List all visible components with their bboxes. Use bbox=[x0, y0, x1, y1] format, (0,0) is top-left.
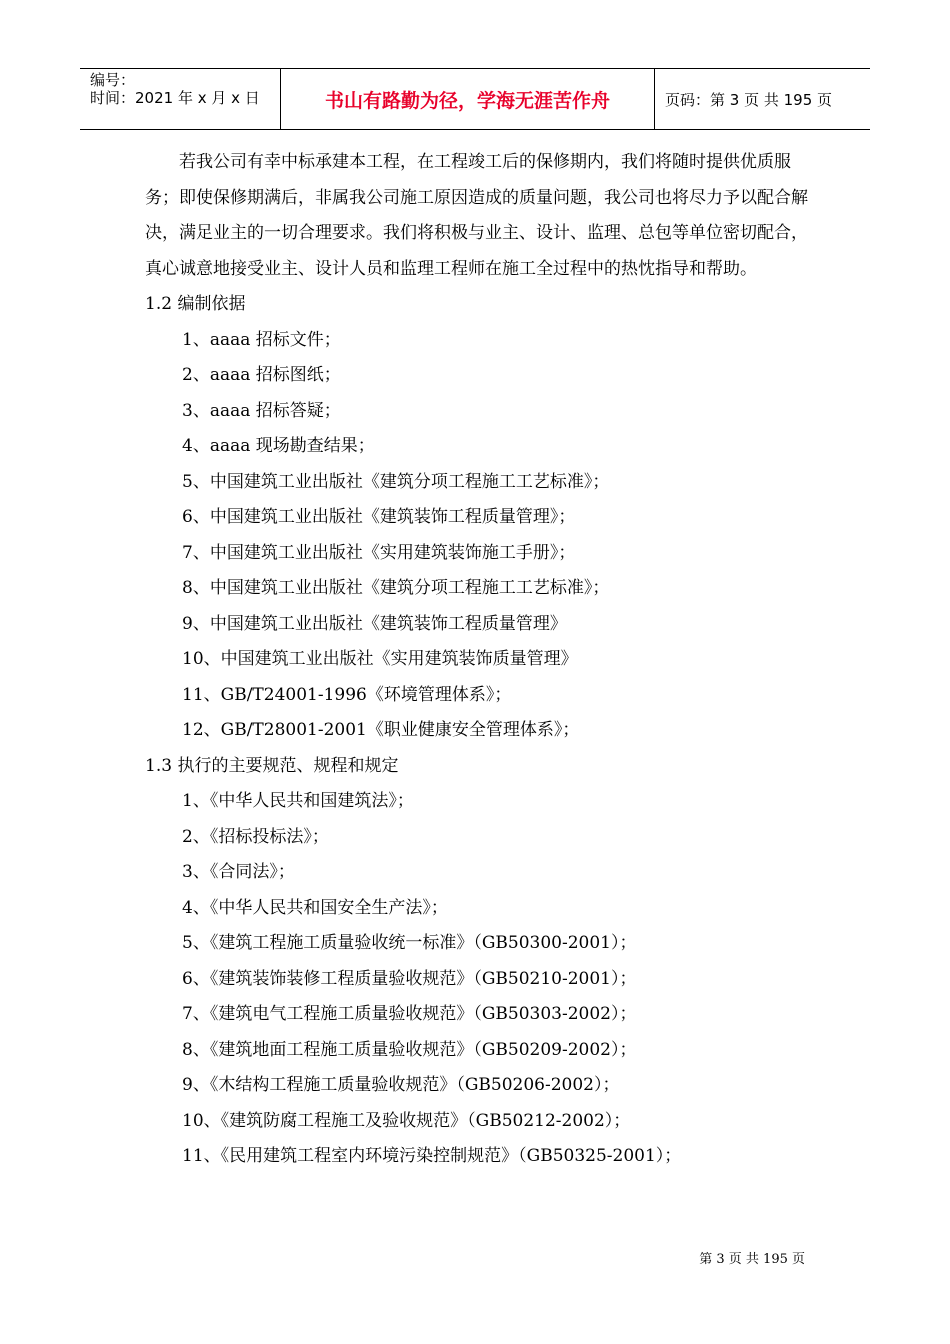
list-item: 5、《建筑工程施工质量验收统一标准》（GB50300-2001）； bbox=[182, 933, 637, 953]
list-item: 11、GB/T24001-1996《环境管理体系》； bbox=[182, 684, 512, 705]
document-date: 时间：2021 年 x 月 x 日 bbox=[90, 89, 260, 107]
list-item: 6、《建筑装饰装修工程质量验收规范》（GB50210-2001）； bbox=[182, 968, 637, 989]
section-1-3-title: 1.3 执行的主要规范、规程和规定 bbox=[145, 755, 399, 776]
list-item: 8、中国建筑工业出版社《建筑分项工程施工工艺标准》； bbox=[182, 578, 610, 598]
page-header bbox=[80, 68, 870, 130]
list-item: 11、《民用建筑工程室内环境污染控制规范》（GB50325-2001）； bbox=[182, 1146, 682, 1166]
section-1-2-list bbox=[145, 323, 810, 749]
list-item: 7、中国建筑工业出版社《实用建筑装饰施工手册》； bbox=[182, 542, 576, 563]
list-item: 10、中国建筑工业出版社《实用建筑装饰质量管理》 bbox=[182, 649, 578, 669]
list-item: 6、中国建筑工业出版社《建筑装饰工程质量管理》； bbox=[182, 507, 576, 527]
section-1-2-title: 1.2 编制依据 bbox=[145, 294, 246, 314]
section-1-3-list bbox=[145, 784, 810, 1175]
list-item: 5、中国建筑工业出版社《建筑分项工程施工工艺标准》； bbox=[182, 471, 610, 492]
list-item: 10、《建筑防腐工程施工及验收规范》（GB50212-2002）； bbox=[182, 1110, 631, 1131]
list-item: 2、aaaa 招标图纸； bbox=[182, 365, 341, 385]
list-item: 4、aaaa 现场勘查结果； bbox=[182, 436, 375, 456]
intro-paragraph: 若我公司有幸中标承建本工程，在工程竣工后的保修期内，我们将随时提供优质服务；即使保修期满后，非属我公司施工原因造成的质量问题，我公司也将尽力予以配合解决，满足业主的一切合理要求。我们将积极与业主、设计、监理、总包等单位密切配合，真心诚意地接受业主、设计人员和监理工程师在施工全过程中的热忱指导和帮助。 bbox=[145, 152, 808, 279]
list-item: 7、《建筑电气工程施工质量验收规范》（GB50303-2002）； bbox=[182, 1004, 637, 1024]
list-item: 2、《招标投标法》； bbox=[182, 826, 329, 847]
list-item: 1、aaaa 招标文件； bbox=[182, 329, 341, 350]
header-meta bbox=[80, 69, 281, 129]
list-item: 1、《中华人民共和国建筑法》； bbox=[182, 791, 414, 811]
header-motto: 书山有路勤为径，学海无涯苦作舟 bbox=[281, 69, 655, 129]
list-item: 9、《木结构工程施工质量验收规范》（GB50206-2002）； bbox=[182, 1075, 620, 1095]
list-item: 8、《建筑地面工程施工质量验收规范》（GB50209-2002）； bbox=[182, 1039, 637, 1060]
list-item: 3、《合同法》； bbox=[182, 862, 295, 882]
header-page-number: 页码：第 3 页 共 195 页 bbox=[665, 90, 833, 109]
document-number-label: 编号： bbox=[90, 71, 136, 89]
list-item: 4、《中华人民共和国安全生产法》； bbox=[182, 897, 448, 918]
list-item: 12、GB/T28001-2001《职业健康安全管理体系》； bbox=[182, 720, 580, 740]
document-body bbox=[145, 145, 810, 1175]
list-item: 9、中国建筑工业出版社《建筑装饰工程质量管理》 bbox=[182, 613, 567, 634]
page-footer: 第 3 页 共 195 页 bbox=[699, 1252, 805, 1267]
list-item: 3、aaaa 招标答疑； bbox=[182, 400, 341, 421]
